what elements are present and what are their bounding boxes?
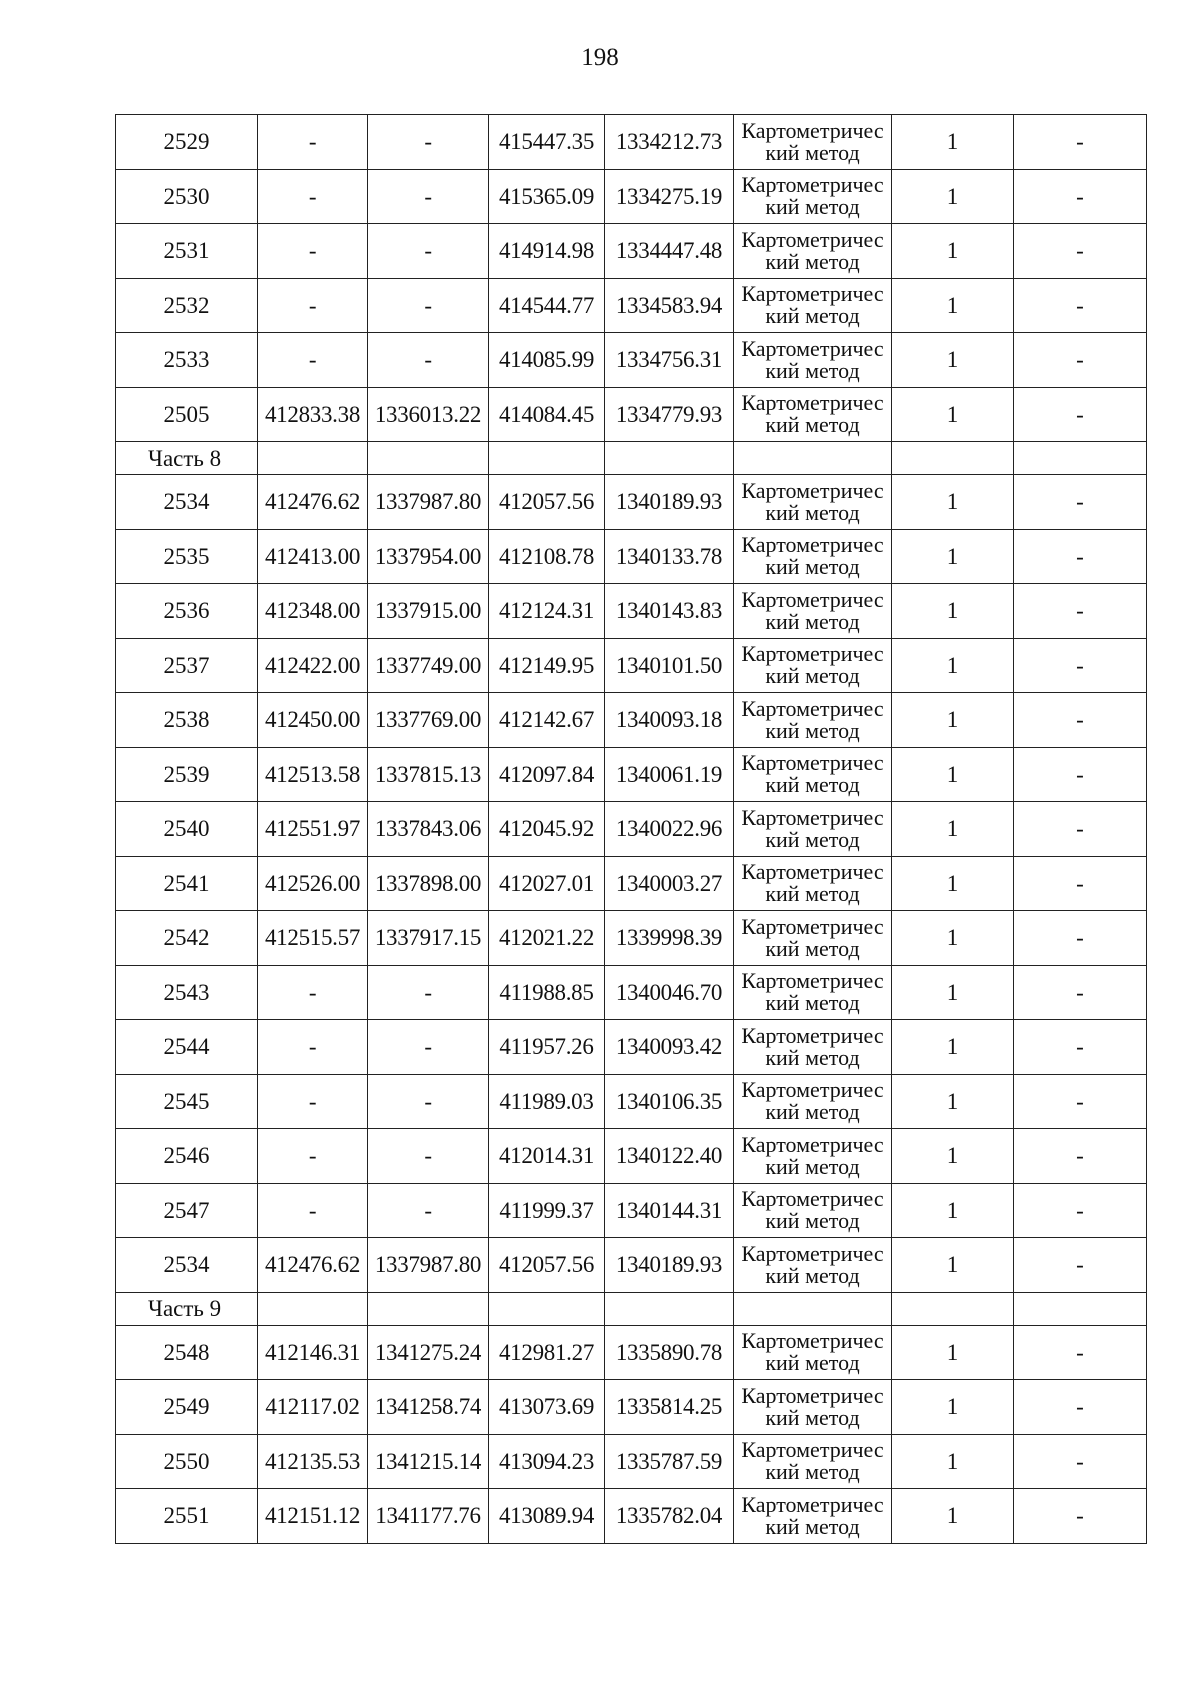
old-y-cell: - <box>368 278 489 333</box>
point-number-cell: 2537 <box>116 638 258 693</box>
new-x-cell: 412149.95 <box>489 638 605 693</box>
point-number-cell: 2529 <box>116 115 258 170</box>
point-number-cell: 2544 <box>116 1020 258 1075</box>
old-y-cell: - <box>368 224 489 279</box>
note-cell: - <box>1014 911 1147 966</box>
table-row <box>116 1020 1147 1075</box>
old-x-cell: - <box>258 965 368 1020</box>
empty-cell <box>489 1292 605 1325</box>
note-cell: - <box>1014 1020 1147 1075</box>
method-line-2: кий метод <box>765 1208 860 1234</box>
new-x-cell: 412057.56 <box>489 475 605 530</box>
method-line-2: кий метод <box>765 1044 860 1070</box>
new-y-cell: 1334583.94 <box>605 278 734 333</box>
method-line-1: Картометричес <box>741 1131 884 1157</box>
point-number-cell: 2545 <box>116 1074 258 1129</box>
method-line-2: кий метод <box>765 1153 860 1179</box>
table-row <box>116 475 1147 530</box>
method-line-1: Картометричес <box>741 586 884 612</box>
old-x-cell: 412526.00 <box>258 856 368 911</box>
method-line-1: Картометричес <box>741 641 884 667</box>
method-cell <box>734 1074 892 1129</box>
old-x-cell: 412476.62 <box>258 475 368 530</box>
table-row <box>116 911 1147 966</box>
method-line-1: Картометричес <box>741 281 884 307</box>
accuracy-cell: 1 <box>892 1020 1014 1075</box>
new-x-cell: 411999.37 <box>489 1183 605 1238</box>
old-y-cell: 1337954.00 <box>368 529 489 584</box>
new-x-cell: 412014.31 <box>489 1129 605 1184</box>
method-cell <box>734 115 892 170</box>
method-cell <box>734 747 892 802</box>
point-number-cell: 2541 <box>116 856 258 911</box>
note-cell: - <box>1014 1183 1147 1238</box>
old-x-cell: 412833.38 <box>258 387 368 442</box>
new-x-cell: 413094.23 <box>489 1434 605 1489</box>
method-cell <box>734 1380 892 1435</box>
new-y-cell: 1334779.93 <box>605 387 734 442</box>
point-number-cell: 2546 <box>116 1129 258 1184</box>
method-cell <box>734 1238 892 1293</box>
empty-cell <box>605 442 734 475</box>
new-y-cell: 1340189.93 <box>605 475 734 530</box>
old-x-cell: - <box>258 1183 368 1238</box>
old-x-cell: 412413.00 <box>258 529 368 584</box>
empty-cell <box>258 442 368 475</box>
part-header-row <box>116 442 1147 475</box>
new-y-cell: 1340189.93 <box>605 1238 734 1293</box>
old-y-cell: - <box>368 1129 489 1184</box>
old-y-cell: 1337843.06 <box>368 802 489 857</box>
new-y-cell: 1340046.70 <box>605 965 734 1020</box>
method-line-1: Картометричес <box>741 1240 884 1266</box>
point-number-cell: 2534 <box>116 475 258 530</box>
new-y-cell: 1335814.25 <box>605 1380 734 1435</box>
new-x-cell: 412124.31 <box>489 584 605 639</box>
method-line-1: Картометричес <box>741 1022 884 1048</box>
accuracy-cell: 1 <box>892 1325 1014 1380</box>
old-y-cell: - <box>368 1020 489 1075</box>
old-x-cell: - <box>258 169 368 224</box>
note-cell: - <box>1014 529 1147 584</box>
old-x-cell: 412513.58 <box>258 747 368 802</box>
method-line-2: кий метод <box>765 1262 860 1288</box>
old-x-cell: 412117.02 <box>258 1380 368 1435</box>
old-x-cell: 412476.62 <box>258 1238 368 1293</box>
old-y-cell: 1341215.14 <box>368 1434 489 1489</box>
accuracy-cell: 1 <box>892 802 1014 857</box>
table-row <box>116 1238 1147 1293</box>
table-row <box>116 638 1147 693</box>
method-cell <box>734 529 892 584</box>
new-x-cell: 414085.99 <box>489 333 605 388</box>
method-cell <box>734 1489 892 1544</box>
empty-cell <box>1014 1292 1147 1325</box>
method-line-1: Картометричес <box>741 226 884 252</box>
coordinates-table <box>115 114 1147 1544</box>
old-y-cell: 1337749.00 <box>368 638 489 693</box>
point-number-cell: 2550 <box>116 1434 258 1489</box>
page-number: 198 <box>581 44 619 71</box>
note-cell: - <box>1014 638 1147 693</box>
table-row <box>116 584 1147 639</box>
old-x-cell: - <box>258 278 368 333</box>
new-y-cell: 1340144.31 <box>605 1183 734 1238</box>
note-cell: - <box>1014 802 1147 857</box>
method-cell <box>734 169 892 224</box>
accuracy-cell: 1 <box>892 475 1014 530</box>
old-x-cell: 412450.00 <box>258 693 368 748</box>
accuracy-cell: 1 <box>892 965 1014 1020</box>
old-x-cell: 412135.53 <box>258 1434 368 1489</box>
new-y-cell: 1334275.19 <box>605 169 734 224</box>
accuracy-cell: 1 <box>892 911 1014 966</box>
note-cell: - <box>1014 584 1147 639</box>
accuracy-cell: 1 <box>892 693 1014 748</box>
new-x-cell: 412021.22 <box>489 911 605 966</box>
point-number-cell: 2539 <box>116 747 258 802</box>
table-row <box>116 1489 1147 1544</box>
method-line-1: Картометричес <box>741 335 884 361</box>
method-line-2: кий метод <box>765 935 860 961</box>
method-cell <box>734 638 892 693</box>
new-y-cell: 1340022.96 <box>605 802 734 857</box>
method-line-2: кий метод <box>765 663 860 689</box>
empty-cell <box>1014 442 1147 475</box>
new-y-cell: 1339998.39 <box>605 911 734 966</box>
method-line-1: Картометричес <box>741 750 884 776</box>
method-line-2: кий метод <box>765 303 860 329</box>
new-x-cell: 413089.94 <box>489 1489 605 1544</box>
accuracy-cell: 1 <box>892 638 1014 693</box>
old-x-cell: - <box>258 333 368 388</box>
note-cell: - <box>1014 278 1147 333</box>
method-line-2: кий метод <box>765 499 860 525</box>
method-line-1: Картометричес <box>741 172 884 198</box>
new-y-cell: 1335890.78 <box>605 1325 734 1380</box>
empty-cell <box>892 1292 1014 1325</box>
accuracy-cell: 1 <box>892 747 1014 802</box>
note-cell: - <box>1014 1325 1147 1380</box>
new-x-cell: 413073.69 <box>489 1380 605 1435</box>
method-line-2: кий метод <box>765 1459 860 1485</box>
table-row <box>116 1325 1147 1380</box>
new-x-cell: 414914.98 <box>489 224 605 279</box>
method-line-1: Картометричес <box>741 859 884 885</box>
old-y-cell: 1341275.24 <box>368 1325 489 1380</box>
method-line-1: Картометричес <box>741 390 884 416</box>
note-cell: - <box>1014 965 1147 1020</box>
new-x-cell: 412045.92 <box>489 802 605 857</box>
old-y-cell: - <box>368 1183 489 1238</box>
old-y-cell: 1337915.00 <box>368 584 489 639</box>
old-x-cell: 412151.12 <box>258 1489 368 1544</box>
new-x-cell: 411957.26 <box>489 1020 605 1075</box>
method-line-2: кий метод <box>765 248 860 274</box>
table-row <box>116 224 1147 279</box>
accuracy-cell: 1 <box>892 1074 1014 1129</box>
method-line-1: Картометричес <box>741 1437 884 1463</box>
note-cell: - <box>1014 1489 1147 1544</box>
method-cell <box>734 584 892 639</box>
method-cell <box>734 224 892 279</box>
accuracy-cell: 1 <box>892 1238 1014 1293</box>
point-number-cell: 2542 <box>116 911 258 966</box>
method-line-1: Картометричес <box>741 968 884 994</box>
note-cell: - <box>1014 1238 1147 1293</box>
new-y-cell: 1340122.40 <box>605 1129 734 1184</box>
new-x-cell: 414544.77 <box>489 278 605 333</box>
method-line-2: кий метод <box>765 990 860 1016</box>
method-line-1: Картометричес <box>741 1382 884 1408</box>
accuracy-cell: 1 <box>892 387 1014 442</box>
new-y-cell: 1334212.73 <box>605 115 734 170</box>
note-cell: - <box>1014 856 1147 911</box>
table-row <box>116 529 1147 584</box>
part-header-row <box>116 1292 1147 1325</box>
point-number-cell: 2535 <box>116 529 258 584</box>
point-number-cell: 2536 <box>116 584 258 639</box>
point-number-cell: 2531 <box>116 224 258 279</box>
new-y-cell: 1334447.48 <box>605 224 734 279</box>
point-number-cell: 2547 <box>116 1183 258 1238</box>
accuracy-cell: 1 <box>892 333 1014 388</box>
point-number-cell: 2505 <box>116 387 258 442</box>
note-cell: - <box>1014 333 1147 388</box>
accuracy-cell: 1 <box>892 856 1014 911</box>
method-line-2: кий метод <box>765 772 860 798</box>
note-cell: - <box>1014 387 1147 442</box>
table-row <box>116 278 1147 333</box>
part-label: Часть 9 <box>116 1292 258 1325</box>
note-cell: - <box>1014 1074 1147 1129</box>
old-y-cell: - <box>368 333 489 388</box>
method-cell <box>734 1183 892 1238</box>
accuracy-cell: 1 <box>892 115 1014 170</box>
method-line-2: кий метод <box>765 194 860 220</box>
old-y-cell: 1337917.15 <box>368 911 489 966</box>
old-x-cell: 412422.00 <box>258 638 368 693</box>
old-x-cell: - <box>258 115 368 170</box>
empty-cell <box>368 442 489 475</box>
accuracy-cell: 1 <box>892 1183 1014 1238</box>
new-x-cell: 411988.85 <box>489 965 605 1020</box>
method-cell <box>734 1129 892 1184</box>
empty-cell <box>734 1292 892 1325</box>
method-line-1: Картометричес <box>741 117 884 143</box>
new-x-cell: 415447.35 <box>489 115 605 170</box>
new-y-cell: 1335787.59 <box>605 1434 734 1489</box>
point-number-cell: 2538 <box>116 693 258 748</box>
accuracy-cell: 1 <box>892 1434 1014 1489</box>
method-cell <box>734 802 892 857</box>
method-cell <box>734 911 892 966</box>
empty-cell <box>368 1292 489 1325</box>
table-row <box>116 693 1147 748</box>
part-label: Часть 8 <box>116 442 258 475</box>
method-line-2: кий метод <box>765 717 860 743</box>
note-cell: - <box>1014 169 1147 224</box>
accuracy-cell: 1 <box>892 1380 1014 1435</box>
note-cell: - <box>1014 475 1147 530</box>
method-line-1: Картометричес <box>741 1186 884 1212</box>
new-y-cell: 1340093.18 <box>605 693 734 748</box>
note-cell: - <box>1014 1129 1147 1184</box>
note-cell: - <box>1014 693 1147 748</box>
method-cell <box>734 1020 892 1075</box>
old-x-cell: - <box>258 1074 368 1129</box>
old-x-cell: 412146.31 <box>258 1325 368 1380</box>
point-number-cell: 2533 <box>116 333 258 388</box>
method-line-2: кий метод <box>765 1350 860 1376</box>
note-cell: - <box>1014 747 1147 802</box>
new-y-cell: 1340106.35 <box>605 1074 734 1129</box>
old-y-cell: 1341177.76 <box>368 1489 489 1544</box>
point-number-cell: 2549 <box>116 1380 258 1435</box>
new-y-cell: 1340003.27 <box>605 856 734 911</box>
new-x-cell: 415365.09 <box>489 169 605 224</box>
method-line-1: Картометричес <box>741 1077 884 1103</box>
method-line-1: Картометричес <box>741 695 884 721</box>
method-line-2: кий метод <box>765 881 860 907</box>
new-y-cell: 1340061.19 <box>605 747 734 802</box>
accuracy-cell: 1 <box>892 224 1014 279</box>
empty-cell <box>734 442 892 475</box>
point-number-cell: 2551 <box>116 1489 258 1544</box>
table-row <box>116 747 1147 802</box>
new-y-cell: 1340133.78 <box>605 529 734 584</box>
method-line-2: кий метод <box>765 412 860 438</box>
method-cell <box>734 333 892 388</box>
point-number-cell: 2534 <box>116 1238 258 1293</box>
table-row <box>116 1434 1147 1489</box>
method-cell <box>734 1434 892 1489</box>
old-y-cell: 1337987.80 <box>368 475 489 530</box>
note-cell: - <box>1014 1380 1147 1435</box>
point-number-cell: 2532 <box>116 278 258 333</box>
point-number-cell: 2530 <box>116 169 258 224</box>
method-cell <box>734 278 892 333</box>
empty-cell <box>258 1292 368 1325</box>
table-row <box>116 387 1147 442</box>
old-y-cell: - <box>368 115 489 170</box>
empty-cell <box>892 442 1014 475</box>
method-cell <box>734 693 892 748</box>
accuracy-cell: 1 <box>892 584 1014 639</box>
method-line-1: Картометричес <box>741 913 884 939</box>
old-y-cell: 1341258.74 <box>368 1380 489 1435</box>
table-row <box>116 802 1147 857</box>
method-line-2: кий метод <box>765 1404 860 1430</box>
new-x-cell: 412981.27 <box>489 1325 605 1380</box>
old-x-cell: 412348.00 <box>258 584 368 639</box>
table-row <box>116 1380 1147 1435</box>
method-cell <box>734 856 892 911</box>
method-cell <box>734 475 892 530</box>
new-x-cell: 412057.56 <box>489 1238 605 1293</box>
new-y-cell: 1340143.83 <box>605 584 734 639</box>
method-line-2: кий метод <box>765 1099 860 1125</box>
method-line-2: кий метод <box>765 139 860 165</box>
old-y-cell: 1336013.22 <box>368 387 489 442</box>
method-cell <box>734 387 892 442</box>
table-body <box>116 115 1147 1544</box>
note-cell: - <box>1014 115 1147 170</box>
table-row <box>116 965 1147 1020</box>
table-row <box>116 1183 1147 1238</box>
table-row <box>116 115 1147 170</box>
new-x-cell: 412108.78 <box>489 529 605 584</box>
old-y-cell: 1337769.00 <box>368 693 489 748</box>
new-x-cell: 411989.03 <box>489 1074 605 1129</box>
empty-cell <box>489 442 605 475</box>
empty-cell <box>605 1292 734 1325</box>
method-cell <box>734 965 892 1020</box>
old-x-cell: - <box>258 1129 368 1184</box>
new-y-cell: 1334756.31 <box>605 333 734 388</box>
note-cell: - <box>1014 1434 1147 1489</box>
accuracy-cell: 1 <box>892 278 1014 333</box>
old-y-cell: 1337898.00 <box>368 856 489 911</box>
method-line-2: кий метод <box>765 1513 860 1539</box>
note-cell: - <box>1014 224 1147 279</box>
old-x-cell: 412515.57 <box>258 911 368 966</box>
method-line-1: Картометричес <box>741 1328 884 1354</box>
table-row <box>116 169 1147 224</box>
new-x-cell: 414084.45 <box>489 387 605 442</box>
accuracy-cell: 1 <box>892 169 1014 224</box>
table-row <box>116 1129 1147 1184</box>
old-y-cell: 1337815.13 <box>368 747 489 802</box>
method-line-1: Картометричес <box>741 477 884 503</box>
point-number-cell: 2543 <box>116 965 258 1020</box>
old-y-cell: - <box>368 965 489 1020</box>
method-line-1: Картометричес <box>741 532 884 558</box>
old-x-cell: 412551.97 <box>258 802 368 857</box>
new-y-cell: 1340101.50 <box>605 638 734 693</box>
new-x-cell: 412142.67 <box>489 693 605 748</box>
method-line-2: кий метод <box>765 826 860 852</box>
new-x-cell: 412027.01 <box>489 856 605 911</box>
point-number-cell: 2548 <box>116 1325 258 1380</box>
method-line-1: Картометричес <box>741 1491 884 1517</box>
table-row <box>116 856 1147 911</box>
method-line-2: кий метод <box>765 554 860 580</box>
table-row <box>116 1074 1147 1129</box>
accuracy-cell: 1 <box>892 1129 1014 1184</box>
accuracy-cell: 1 <box>892 529 1014 584</box>
old-y-cell: - <box>368 1074 489 1129</box>
old-x-cell: - <box>258 224 368 279</box>
new-y-cell: 1335782.04 <box>605 1489 734 1544</box>
method-cell <box>734 1325 892 1380</box>
old-y-cell: 1337987.80 <box>368 1238 489 1293</box>
method-line-2: кий метод <box>765 608 860 634</box>
method-line-1: Картометричес <box>741 804 884 830</box>
old-x-cell: - <box>258 1020 368 1075</box>
old-y-cell: - <box>368 169 489 224</box>
new-y-cell: 1340093.42 <box>605 1020 734 1075</box>
method-line-2: кий метод <box>765 357 860 383</box>
accuracy-cell: 1 <box>892 1489 1014 1544</box>
point-number-cell: 2540 <box>116 802 258 857</box>
table-row <box>116 333 1147 388</box>
new-x-cell: 412097.84 <box>489 747 605 802</box>
